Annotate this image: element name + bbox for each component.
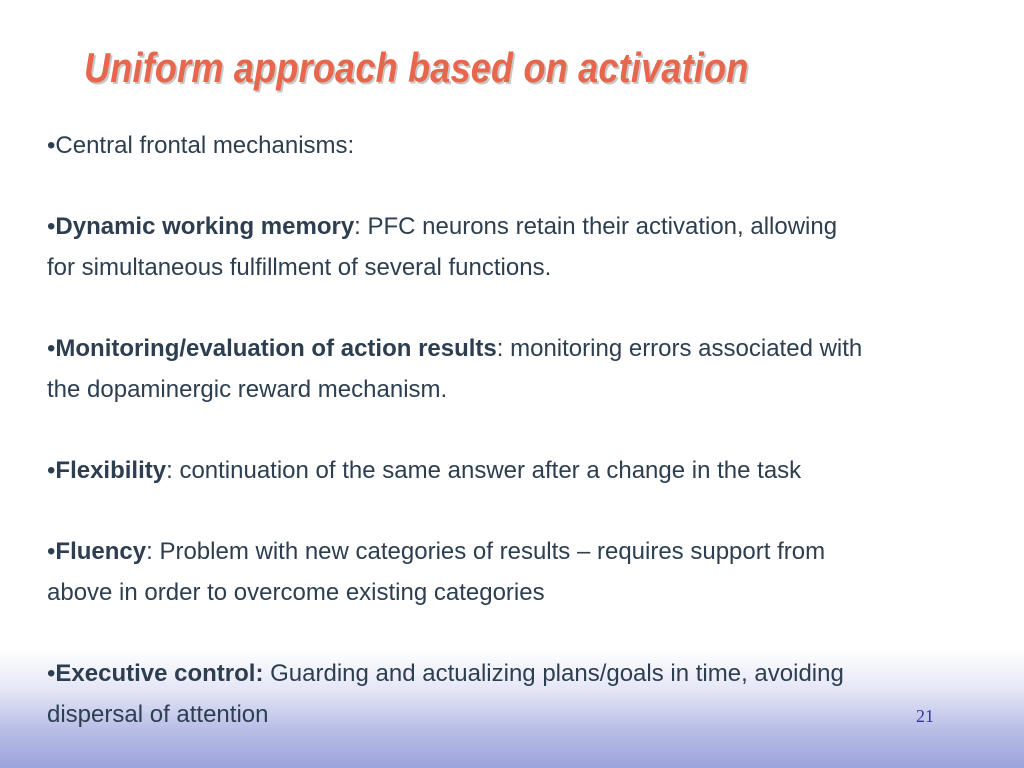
bullet-marker: • bbox=[47, 660, 56, 687]
bullet-monitoring-evaluation bbox=[47, 328, 1022, 410]
bullet-marker: • bbox=[47, 132, 56, 159]
bullet-term: Executive control: bbox=[55, 660, 264, 687]
bullet-text-continued: the dopaminergic reward mechanism. bbox=[47, 376, 448, 403]
bullet-marker: • bbox=[47, 538, 56, 565]
bullet-text-continued: above in order to overcome existing categories bbox=[47, 579, 545, 606]
bullet-term: Fluency bbox=[55, 538, 147, 565]
bullet-term: Monitoring/evaluation of action results bbox=[55, 335, 497, 362]
bullet-dynamic-working-memory bbox=[47, 206, 1022, 288]
bullet-term: Dynamic working memory bbox=[55, 213, 355, 240]
bullet-text-continued: for simultaneous fulfillment of several functions. bbox=[47, 254, 552, 281]
intro-bullet bbox=[47, 125, 1022, 166]
spacer bbox=[47, 166, 1022, 206]
bullet-term: Flexibility bbox=[55, 457, 167, 484]
bullet-text: : continuation of the same answer after a change in the task bbox=[166, 457, 802, 484]
bullet-text: : Problem with new categories of results – requires support from bbox=[146, 538, 826, 565]
spacer bbox=[47, 288, 1022, 328]
bullet-marker: • bbox=[47, 335, 56, 362]
bullet-executive-control bbox=[47, 653, 1022, 735]
bullet-marker: • bbox=[47, 457, 56, 484]
page-number: 21 bbox=[916, 706, 934, 726]
intro-text: Central frontal mechanisms: bbox=[55, 132, 355, 159]
bullet-list bbox=[47, 125, 1022, 735]
bullet-text-continued: dispersal of attention bbox=[47, 701, 269, 728]
spacer bbox=[47, 410, 1022, 450]
bullet-text: Guarding and actualizing plans/goals in time, avoiding bbox=[263, 660, 844, 687]
bullet-text: : PFC neurons retain their activation, allowing bbox=[354, 213, 838, 240]
spacer bbox=[47, 491, 1022, 531]
spacer bbox=[47, 613, 1022, 653]
bullet-fluency bbox=[47, 531, 1022, 613]
bullet-marker: • bbox=[47, 213, 56, 240]
slide-title: Uniform approach based on activation bbox=[84, 44, 749, 91]
bullet-text: : monitoring errors associated with bbox=[496, 335, 863, 362]
bullet-flexibility bbox=[47, 450, 1022, 491]
